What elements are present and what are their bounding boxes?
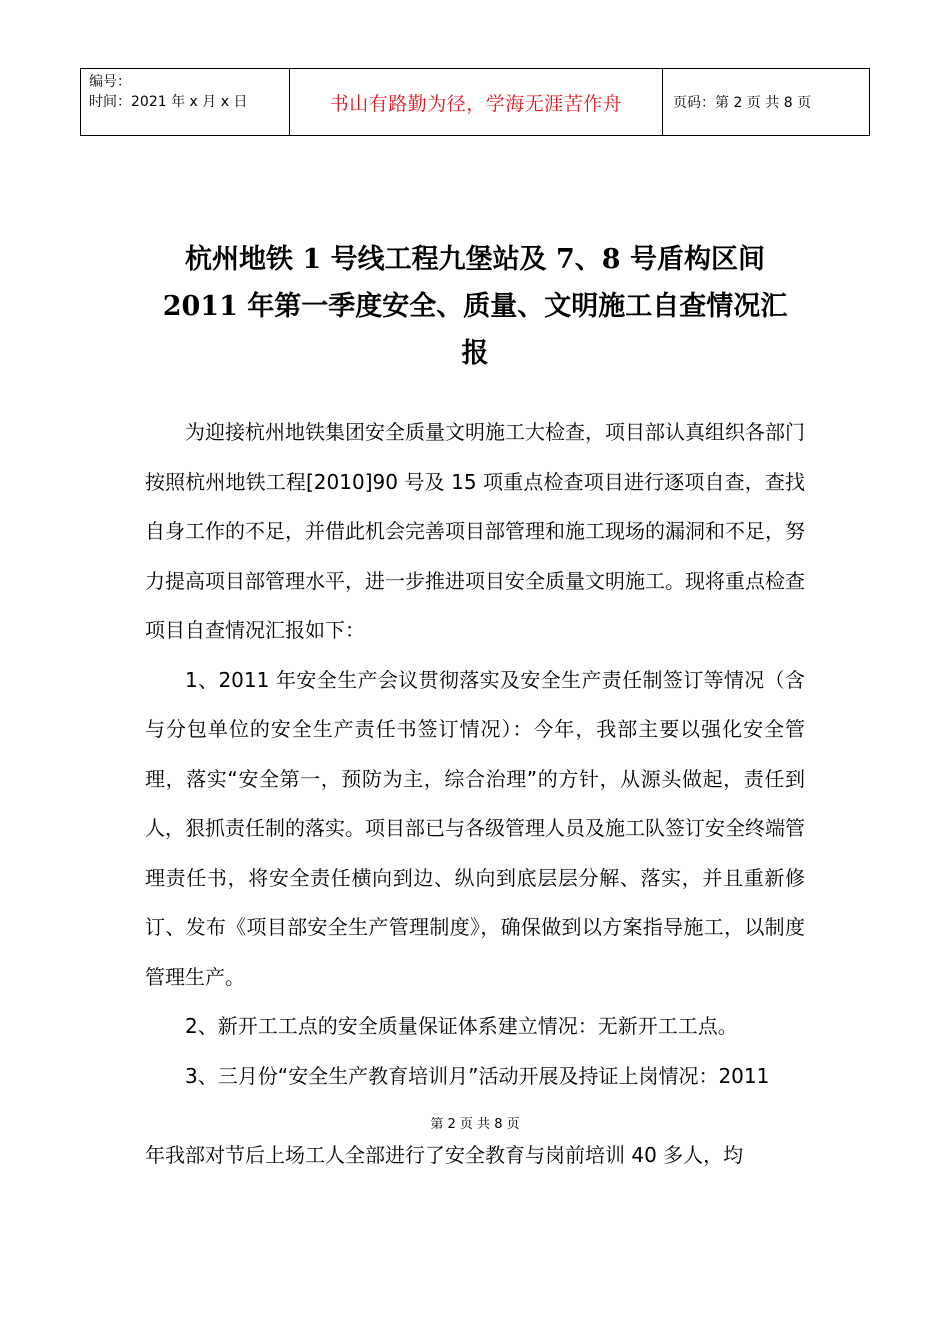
header-motto: 书山有路勤为径，学海无涯苦作舟 bbox=[290, 69, 663, 136]
title-line-3: 报 bbox=[461, 338, 489, 369]
paragraph-intro: 为迎接杭州地铁集团安全质量文明施工大检查，项目部认真组织各部门按照杭州地铁工程[2010]90 号及 15 项重点检查项目进行逐项自查，查找自身工作的不足，并借此机会完善项目部管理和施工现场的漏洞和不足，努力提高项目部管理水平，进一步推进项目安全质量文明施工。现将重点检查项目自查情况汇报如下： bbox=[145, 420, 805, 642]
title-line-2: 2011 年第一季度安全、质量、文明施工自查情况汇 bbox=[162, 291, 788, 322]
paragraph-item-1: 1、2011 年安全生产会议贯彻落实及安全生产责任制签订等情况（含与分包单位的安全生产责任书签订情况）：今年，我部主要以强化安全管理，落实“安全第一，预防为主，综合治理”的方针，从源头做起，责任到人，狠抓责任制的落实。项目部已与各级管理人员及施工队签订安全终端管理责任书，将安全责任横向到边、纵向到底层层分解、落实，并且重新修订、发布《项目部安全生产管理制度》，确保做到以方案指导施工，以制度管理生产。 bbox=[145, 667, 805, 989]
paragraph-item-2: 2、新开工工点的安全质量保证体系建立情况：无新开工工点。 bbox=[185, 1014, 738, 1038]
header-page-code: 页码：第 2 页 共 8 页 bbox=[663, 69, 870, 136]
continuation-line: 年我部对节后上场工人全部进行了安全教育与岗前培训 40 多人，均 bbox=[145, 1143, 744, 1167]
document-number-label: 编号： bbox=[89, 74, 131, 90]
document-body bbox=[145, 408, 805, 1101]
header-table bbox=[80, 68, 870, 136]
document-time-label: 时间：2021 年 x 月 x 日 bbox=[89, 94, 248, 110]
document-title bbox=[140, 236, 810, 377]
page-footer: 第 2 页 共 8 页 bbox=[430, 1117, 520, 1132]
title-line-1: 杭州地铁 1 号线工程九堡站及 7、8 号盾构区间 bbox=[185, 244, 765, 275]
header-left-cell bbox=[81, 69, 290, 136]
paragraph-item-3: 3、三月份“安全生产教育培训月”活动开展及持证上岗情况：2011 bbox=[185, 1063, 770, 1088]
